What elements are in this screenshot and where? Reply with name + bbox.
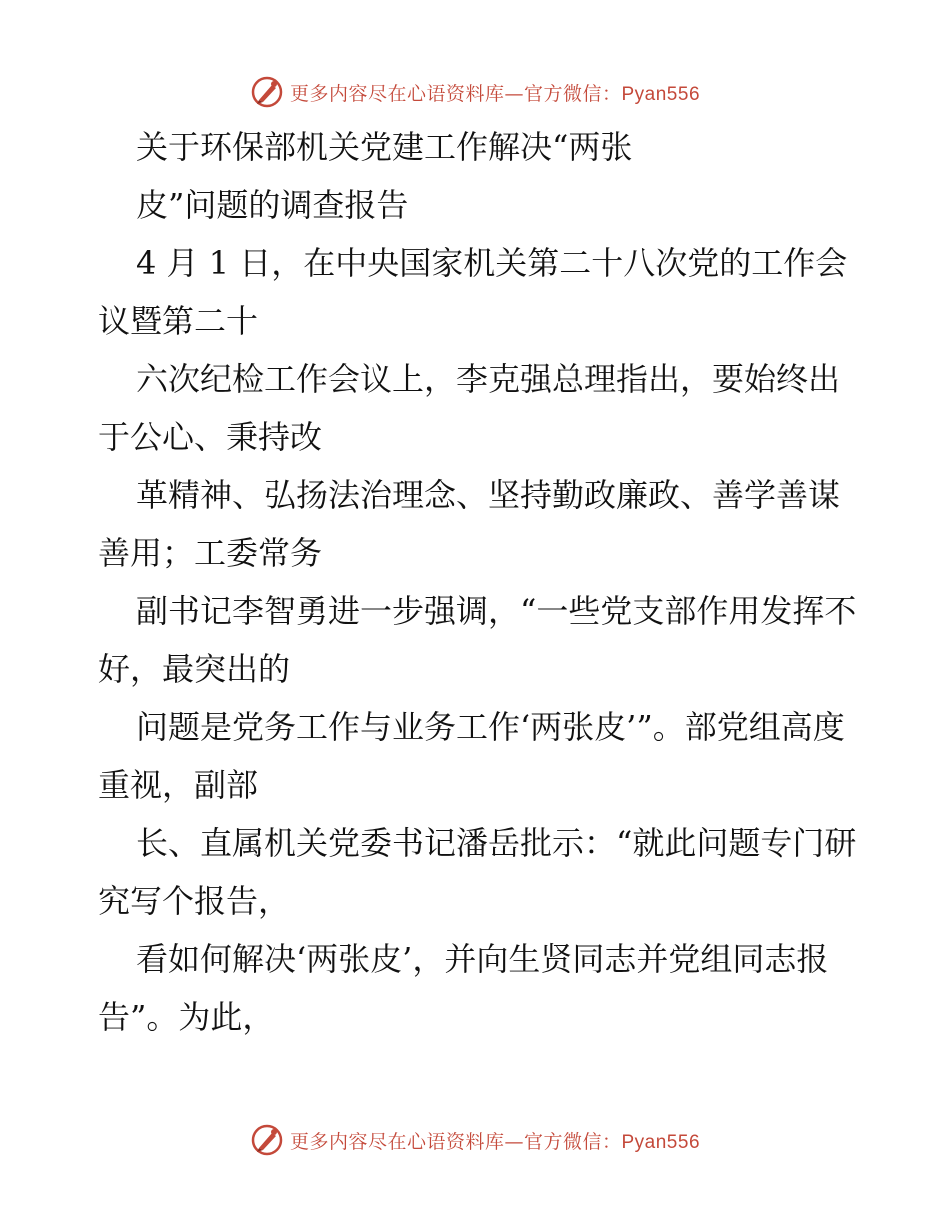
body-paragraph: 六次纪检工作会议上，李克强总理指出，要始终出于公心、秉持改 <box>98 360 841 456</box>
body-paragraph: 革精神、弘扬法治理念、坚持勤政廉政、善学善谋善用；工委常务 <box>98 476 841 572</box>
watermark-handle: Pyan556 <box>621 83 701 105</box>
watermark-text: 更多内容尽在心语资料库—官方微信：Pyan556 <box>289 1130 701 1153</box>
watermark-handle: Pyan556 <box>621 1131 701 1153</box>
header-watermark <box>0 70 950 114</box>
watermark-text: 更多内容尽在心语资料库—官方微信：Pyan556 <box>289 82 701 105</box>
body-paragraph: 长、直属机关党委书记潘岳批示：“就此问题专门研究写个报告， <box>98 824 857 920</box>
body-paragraph: 4 月 1 日，在中央国家机关第二十八次党的工作会议暨第二十 <box>98 244 848 340</box>
pen-logo-icon <box>250 75 284 109</box>
document-title-line-2: 皮”问题的调查报告 <box>136 186 409 224</box>
pen-logo-icon <box>250 1123 284 1157</box>
body-paragraph: 看如何解决‘两张皮’，并向生贤同志并党组同志报告”。为此， <box>98 940 829 1036</box>
footer-watermark <box>0 1118 950 1162</box>
body-paragraph: 问题是党务工作与业务工作‘两张皮’”。部党组高度重视，副部 <box>98 708 845 804</box>
document-body <box>98 118 858 1046</box>
body-paragraph: 副书记李智勇进一步强调，“一些党支部作用发挥不好，最突出的 <box>98 592 857 688</box>
document-title-line-1: 关于环保部机关党建工作解决“两张 <box>136 128 633 166</box>
